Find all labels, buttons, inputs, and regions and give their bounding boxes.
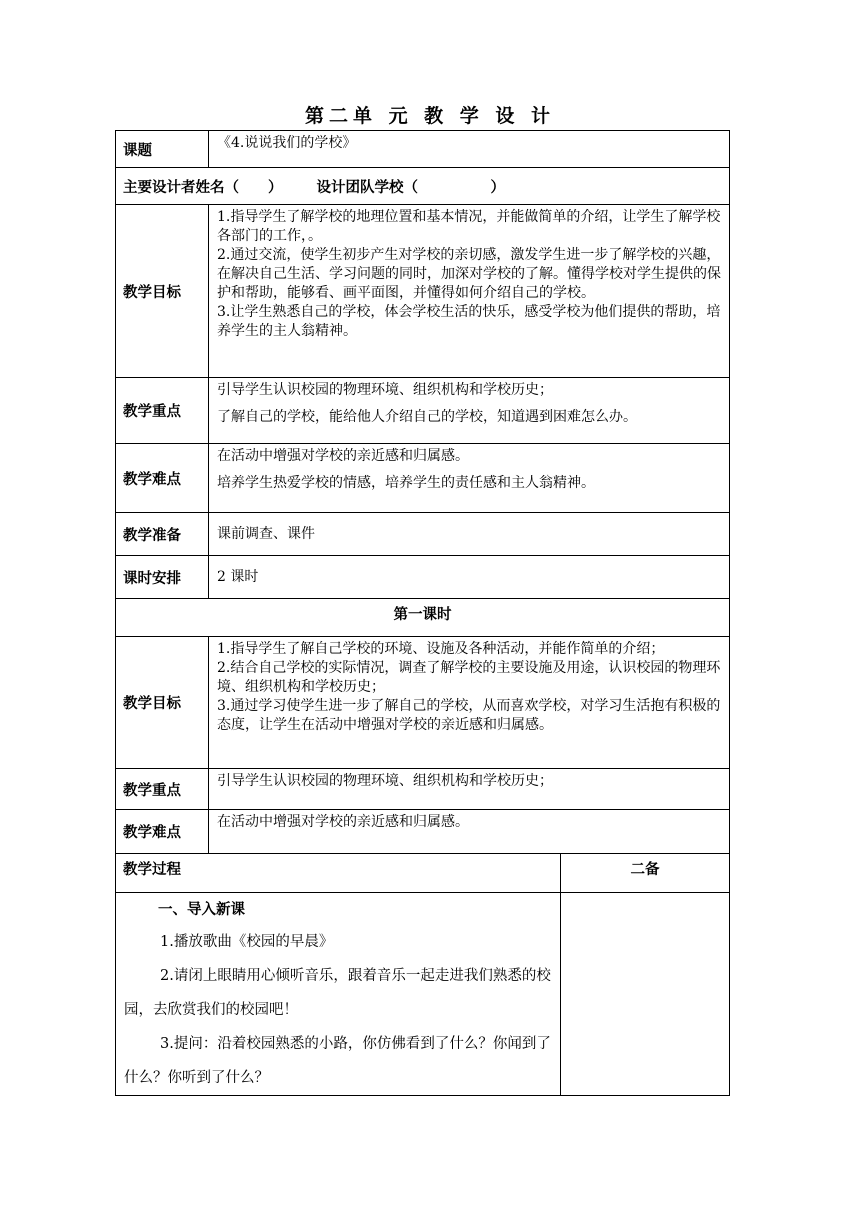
- process-step: 2.请闭上眼睛用心倾听音乐，跟着音乐一起走进我们熟悉的校园，去欣赏我们的校园吧！: [124, 968, 551, 1018]
- lesson1-goal-item: 1.指导学生了解自己学校的环境、设施及各种活动，并能作简单的介绍；: [217, 641, 665, 657]
- lesson1-goals-content: [209, 637, 730, 769]
- lesson1-difficulty-label: 教学难点: [116, 810, 209, 854]
- schedule-value: 2 课时: [209, 556, 730, 599]
- schedule-label: 课时安排: [116, 556, 209, 599]
- lesson1-goal-item: 2.结合自己学校的实际情况，调查了解学校的主要设施及用途，认识校园的物理环境、组织机构和学校历史；: [217, 660, 721, 695]
- lesson1-heading-row: [116, 599, 730, 637]
- unit-difficulty-item: 培养学生热爱学校的情感，培养学生的责任感和主人翁精神。: [217, 475, 595, 491]
- unit-difficulties-label: 教学难点: [116, 444, 209, 513]
- unit-key-point-item: 引导学生认识校园的物理环境、组织机构和学校历史；: [217, 382, 553, 398]
- designer-cell: [116, 168, 730, 205]
- process-section-title: 一、导入新课: [158, 902, 245, 918]
- lesson1-goals-row: [116, 637, 730, 769]
- lesson-plan-table: [115, 130, 730, 1096]
- unit-difficulties-content: [209, 444, 730, 513]
- process-header-row: [116, 854, 730, 893]
- unit-goals-content: [209, 205, 730, 378]
- schedule-row: [116, 556, 730, 599]
- lesson1-key-row: [116, 769, 730, 810]
- designer-row: [116, 168, 730, 205]
- process-body-row: [116, 893, 730, 1096]
- second-prep-notes: [561, 893, 730, 1096]
- prep-value: 课前调查、课件: [209, 513, 730, 556]
- process-content: [116, 893, 561, 1096]
- unit-goals-row: [116, 205, 730, 378]
- process-step: 3.提问：沿着校园熟悉的小路，你仿佛看到了什么？你闻到了什么？你听到了什么？: [124, 1036, 551, 1086]
- unit-difficulty-item: 在活动中增强对学校的亲近感和归属感。: [217, 448, 469, 464]
- unit-difficulties-row: [116, 444, 730, 513]
- designer-name-label: 主要设计者姓名（ ）: [123, 179, 283, 196]
- lesson1-goal-item: 3.通过学习使学生进一步了解自己的学校，从而喜欢学校，对学习生活抱有积极的态度，让学生在活动中增强对学校的亲近感和归属感。: [217, 698, 721, 733]
- lesson1-heading: 第一课时: [116, 599, 730, 637]
- unit-key-points-row: [116, 378, 730, 444]
- lesson1-goals-label: 教学目标: [116, 637, 209, 769]
- unit-key-points-content: [209, 378, 730, 444]
- process-label: 教学过程: [116, 854, 561, 893]
- lesson1-key-label: 教学重点: [116, 769, 209, 810]
- page-title: 第二单 元 教 学 设 计: [304, 105, 556, 127]
- unit-goal-item: 1.指导学生了解学校的地理位置和基本情况，并能做简单的介绍，让学生了解学校各部门的工作，。: [217, 209, 721, 244]
- topic-value: 《4.说说我们的学校》: [209, 131, 730, 168]
- design-team-school-label: 设计团队学校（ ）: [316, 179, 505, 196]
- unit-key-points-label: 教学重点: [116, 378, 209, 444]
- unit-key-point-item: 了解自己的学校，能给他人介绍自己的学校，知道遇到困难怎么办。: [217, 409, 637, 425]
- unit-goal-item: 2.通过交流，使学生初步产生对学校的亲切感，激发学生进一步了解学校的兴趣，在解决自己生活、学习问题的同时，加深对学校的了解。懂得学校对学生提供的保护和帮助，能够看、画平面图，并懂得如何介绍自己的学校。: [217, 247, 721, 301]
- topic-label: 课题: [116, 131, 209, 168]
- lesson1-difficulty-value: 在活动中增强对学校的亲近感和归属感。: [209, 810, 730, 854]
- topic-row: [116, 131, 730, 168]
- unit-goal-item: 3.让学生熟悉自己的学校，体会学校生活的快乐，感受学校为他们提供的帮助，培养学生的主人翁精神。: [217, 304, 721, 339]
- second-prep-label: 二备: [561, 854, 730, 893]
- lesson1-difficulty-row: [116, 810, 730, 854]
- lesson1-key-value: 引导学生认识校园的物理环境、组织机构和学校历史；: [209, 769, 730, 810]
- process-step: 1.播放歌曲《校园的早晨》: [160, 934, 334, 950]
- unit-goals-label: 教学目标: [116, 205, 209, 378]
- prep-label: 教学准备: [116, 513, 209, 556]
- prep-row: [116, 513, 730, 556]
